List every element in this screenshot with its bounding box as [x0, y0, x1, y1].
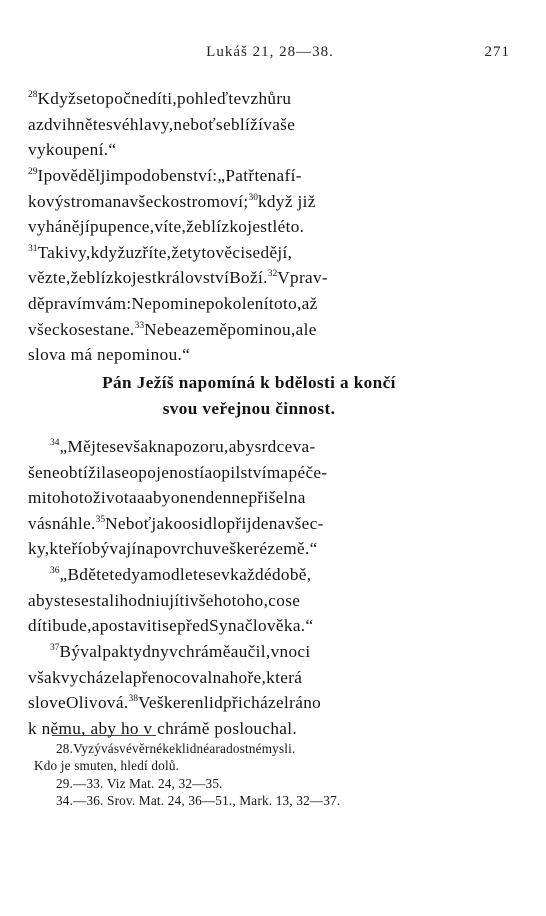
footnote-rule — [52, 735, 156, 736]
verse-number: 35 — [95, 514, 106, 525]
page-number: 271 — [484, 44, 510, 60]
verse-number: 28 — [28, 90, 38, 100]
section-heading: Pán Ježíš napomíná k bdělosti a končí svou veřejnou činnost. — [102, 373, 396, 418]
paragraph-verses-37-38: $^{37}$Bývalpaktydnyvchráměaučil,vnoci všakvycházelapřenocovalnahoře,která sloveOlivová.$^{38}$Veškerenlidpřicházelráno k němu, aby ho v chrámě poslouchal. — [28, 642, 322, 738]
footnote: 28.Vyzývásvévěrnékeklidnéaradostnémysli. — [56, 741, 296, 756]
verse-number: 29 — [28, 167, 38, 177]
paragraph-verse-36: $^{36}$„Bdětetedyamodletesevkaždédobě, abystesestalihodniujítivšehotoho,cose dítibude,apostavitisepředSynačlověka.“ — [28, 565, 314, 636]
footnote: 34.—36. Srov. Mat. 24, 36—51., Mark. 13, 32—37. — [56, 793, 341, 809]
verse-number: 31 — [28, 243, 38, 254]
paragraph-verses-34-35: $^{34}$„Mějtesevšaknapozoru,abysrdceva- šeneobtížilaseopojenostíaopilstvímapéče- mitohotoživotaaabyonendennepřišelna vásnáhle.$^{35}$Neboťjakoosidlopřijdenavšec- ky,kteříobývajínapovrchuveškerézemě.“ — [28, 437, 328, 559]
verse-number: 30 — [248, 192, 258, 203]
verse-number: 32 — [267, 269, 278, 280]
footnote: Kdo je smuten, hledí dolů. — [34, 758, 180, 774]
verse-number: 38 — [128, 694, 139, 705]
running-title: Lukáš 21, 28—38. — [206, 44, 334, 60]
paragraph-verse-28: $^{28}$Kdyžsetopočnedíti,pohleďtevzhůru azdvihnětesvéhlavy,neboťseblížívaše vykoupení.“ — [28, 89, 296, 160]
verse-number: 37 — [50, 643, 60, 653]
verse-number: 33 — [134, 320, 145, 331]
footnotes — [34, 740, 466, 810]
paragraph-verses-29-33: $^{29}$Ipověděljimpodobenství:„Patřtenafí- kovýstromanavšeckostromoví;$^{30}$když již vyhánějípupence,víte,žeblízkojestléto. $^{31}$Takivy,kdyžuzříte,žetytověcisedějí, vězte,žeblízkojestkrálovstvíBoží.$^{32}$Vprav- děpravímvám:Nepominepokolenítoto,až všeckosestane.$^{33}$Nebeazeměpominou,ale slova má nepominou.“ — [28, 166, 329, 365]
footnote: 29.—33. Viz Mat. 24, 32—35. — [56, 775, 223, 791]
verse-number: 34 — [50, 438, 60, 448]
verse-number: 36 — [50, 566, 60, 576]
